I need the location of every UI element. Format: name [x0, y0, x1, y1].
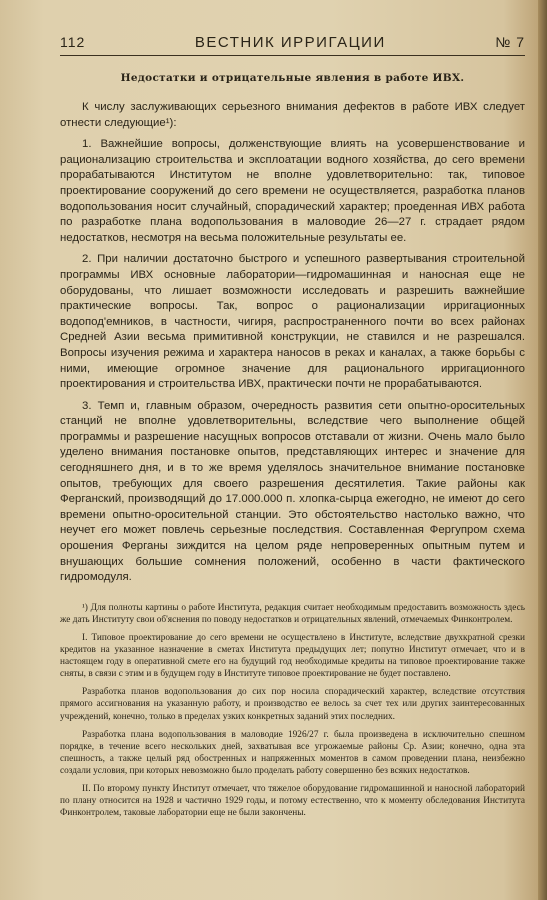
- page-number: 112: [60, 34, 86, 50]
- journal-title: ВЕСТНИК ИРРИГАЦИИ: [194, 34, 386, 51]
- paragraph-intro: К числу заслуживающих серьезного внимания дефектов в работе ИВХ следует отнести следующие¹):: [60, 101, 525, 129]
- page-edge-shadow: [538, 0, 547, 900]
- running-header: [60, 30, 525, 56]
- footnotes: [60, 602, 525, 820]
- footnote-reply-1b: Разработка планов водопользования до сих пор носила спорадический характер, вследствие отсутствия прямого ассигнования на указанную работу, и производство ее велось за счет тех или других заинтересованных учреждений, конечно, только в пределах узких конкретных заданий этих последних.: [60, 687, 525, 722]
- paragraph-point-1: 1. Важнейшие вопросы, долженствующие влиять на усовершенствование и рационализацию строительства и эксплоатации водного хозяйства, до сего времени прорабатываются Институтом не вполне удовлетворительно: так, типовое проектирование сооружений до сего времени не осуществляется, разработка планов водопользования носит случайный, спорадический характер; проеденная ИВХ работа по разработке плана водопользования в маловодие 26—27 г. страдает рядом недостатков, несмотря на весьма положительные результаты ее.: [60, 138, 525, 244]
- footnote-reply-1c: Разработка плана водопользования в маловодие 1926/27 г. была произведена в исключительно спешном порядке, в течение всего нескольких дней, захватывая все угрожаемые районы Ср. Азии; конечно, одна эта спешность, а также целый ряд обостренных и напряженных моментов в самом проведении плана, неизбежно создали условия, при которых невозможно было проделать работу совершенно без всяких недостатков.: [60, 729, 525, 776]
- paragraph-point-3: 3. Темп и, главным образом, очередность развития сети опытно-оросительных станций не вполне удовлетворительны, вследствие чего выполнение общей программы и разрешение насущных вопросов отставали от жизни. Очень мало было уделено внимания постановке опытов, представляющих интерес и значение для сегодняшнего дня, и в то же время уделялось значительное внимание постановке опытов, требующих для своего разрешения десятилетия. Такие районы как Ферганский, производящий до 17.000.000 п. хлопка-сырца ежегодно, не имеют до сего времени опытно-оросительной станции. Это обстоятельство настолько важно, что неучет его может повлечь серьезные последствия. Составленная Фергупром схема орошения Ферганы зиждится на целом ряде непроверенных опытным путем и внушающих большие сомнения положений, особенно в части фактического гидромодуля.: [60, 399, 525, 584]
- footnote-editorial: ¹) Для полноты картины о работе Института, редакция считает необходимым предоставить возможность здесь же дать Институту свои об'яснения по поводу недостатков и отрицательных явлений, отмечаемых Финконтролем.: [60, 602, 525, 625]
- footnote-reply-1: I. Типовое проектирование до сего времени не осуществлено в Институте, вследствие двухкратной срезки кредитов на указанное назначение в сметах Института предыдущих лет; попутно Институт отмечает, что и в настоящем году в оперативной смете его на будущий год необходимые кредиты на типовое проектирование также сняты, в связи с этим и в будущем году в Институте типовое проектирование не будет поставлено.: [60, 633, 525, 680]
- footnote-reply-2: II. По второму пункту Институт отмечает, что тяжелое оборудование гидромашинной и наносной лабораторий по плану относится на 1928 и частично 1929 годы, и потому естественно, что к моменту обследования Института Финконтролем, таковые лаборатории еще не были закончены.: [60, 784, 525, 819]
- section-title: Недостатки и отрицательные явления в работе ИВХ.: [120, 72, 465, 84]
- issue-number: № 7: [495, 34, 525, 50]
- paragraph-point-2: 2. При наличии достаточно быстрого и успешного развертывания строительной программы ИВХ основные лаборатории—гидромашинная и наносная еще не оборудованы, что лишает возможности исследовать и разрешить важнейшие практические вопросы. Так, вопрос о рационализации ирригационных водопод'емников, в частности, чигиря, распространенного почти во всех районах Средней Азии весьма примитивной конструкции, не ставился и не разрешался. Вопросы изучения режима и характера наносов в реках и каналах, а также борьбы с ними, имеющие огромное значение для рационального ирригационного проектирования и строительства ИВХ, практически почти не прорабатываются.: [60, 253, 525, 391]
- body-text: [60, 100, 525, 586]
